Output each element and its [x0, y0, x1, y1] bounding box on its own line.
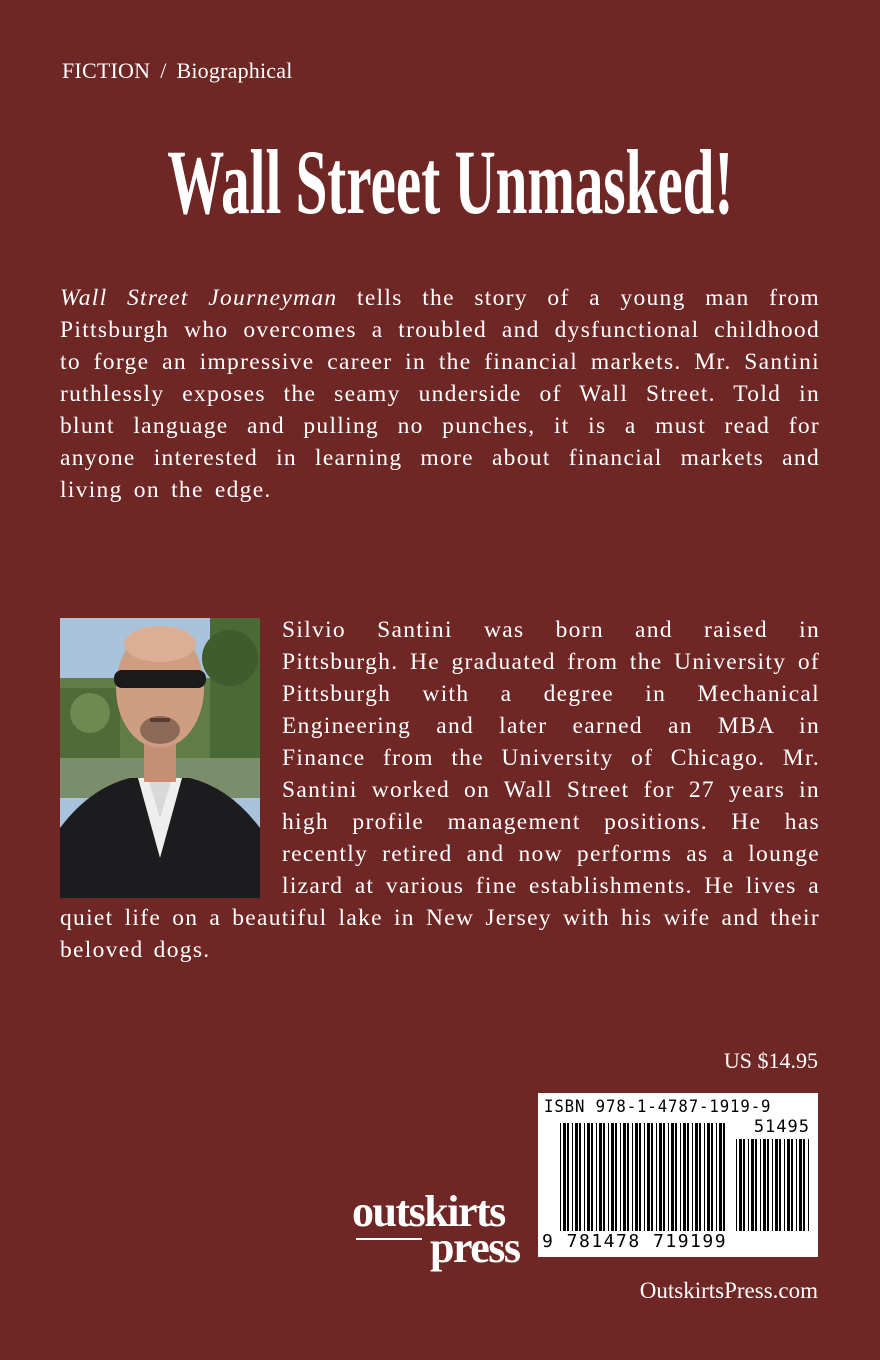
barcode-bar — [743, 1139, 745, 1231]
barcode-bar — [763, 1139, 766, 1231]
blurb-book-title: Wall Street Journeyman — [60, 285, 338, 311]
barcode-bar — [584, 1123, 585, 1231]
barcode-bar — [656, 1123, 657, 1231]
barcode-bar — [707, 1123, 710, 1231]
barcode-bar — [791, 1139, 793, 1231]
barcode-bar — [716, 1123, 717, 1231]
barcode-bar — [680, 1123, 681, 1231]
barcode-bar — [772, 1139, 773, 1231]
logo-line1: outskirts — [352, 1187, 505, 1236]
barcode-digits: 9 781478 719199 — [542, 1231, 728, 1252]
barcode-bar — [623, 1123, 626, 1231]
barcode-bar — [567, 1123, 569, 1231]
barcode-bar — [587, 1123, 590, 1231]
category-label — [62, 58, 293, 84]
barcode-bar — [603, 1123, 605, 1231]
barcode-bar — [611, 1123, 614, 1231]
barcode-bar — [575, 1123, 578, 1231]
barcode-bar — [663, 1123, 665, 1231]
barcode-bar — [739, 1139, 742, 1231]
barcode-bar — [767, 1139, 769, 1231]
barcode-bar — [687, 1123, 689, 1231]
logo-line2: press — [430, 1223, 520, 1272]
barcode-bar — [799, 1139, 802, 1231]
barcode-bar — [755, 1139, 757, 1231]
barcode-bar — [808, 1139, 809, 1231]
barcode-bar — [572, 1123, 573, 1231]
author-section — [60, 614, 820, 966]
barcode-bar — [563, 1123, 566, 1231]
barcode-bar — [775, 1139, 778, 1231]
publisher-logo — [352, 1187, 524, 1274]
barcode-bar — [675, 1123, 677, 1231]
author-photo — [60, 618, 260, 898]
barcode-bar — [615, 1123, 617, 1231]
barcode-bar — [723, 1123, 725, 1231]
barcode-bar — [784, 1139, 785, 1231]
barcode-bar — [632, 1123, 633, 1231]
price-label: US $14.95 — [723, 1048, 818, 1073]
barcode-bar — [803, 1139, 805, 1231]
barcode-bar — [736, 1139, 737, 1231]
barcode-bar — [704, 1123, 705, 1231]
barcode-bars — [560, 1123, 730, 1231]
author-bio: Silvio Santini was born and raised in Pittsburgh. He graduated from the University of Pittsburgh with a degree in Mechanical Engineering and later earned an MBA in Finance from the University of Chicago. Mr. Santini worked on Wall Street for 27 years in high profile management positions. He has recently retired and now performs as a lounge lizard at various fine establishments. He lives a quiet life on a beautiful lake in New Jersey with his wife and their beloved dogs. — [60, 617, 820, 963]
barcode-bar — [695, 1123, 698, 1231]
barcode-bar — [668, 1123, 669, 1231]
barcode-bar — [639, 1123, 641, 1231]
isbn-barcode — [538, 1093, 818, 1257]
barcode-bar — [620, 1123, 621, 1231]
barcode-bar — [751, 1139, 754, 1231]
barcode-bar — [560, 1123, 561, 1231]
genre: FICTION — [62, 58, 151, 83]
barcode-bar — [692, 1123, 693, 1231]
logo-rule — [356, 1238, 422, 1240]
barcode-bar — [647, 1123, 650, 1231]
barcode-bar — [608, 1123, 609, 1231]
barcode-bar — [579, 1123, 581, 1231]
barcode-bar — [683, 1123, 686, 1231]
blurb-text: tells the story of a young man from Pittsburgh who overcomes a troubled and dysfunctional childhood to forge an impressive career in the financial markets. Mr. Santini ruthlessly exposes the seamy underside of Wall Street. Told in blunt language and pulling no punches, it is a must read for anyone interested in learning more about financial markets and living on the edge. — [60, 285, 820, 503]
barcode-bar — [599, 1123, 602, 1231]
barcode-bar — [659, 1123, 662, 1231]
barcode-bar — [596, 1123, 597, 1231]
subgenre: Biographical — [176, 58, 293, 83]
barcode-bar — [591, 1123, 593, 1231]
barcode-bar — [719, 1123, 722, 1231]
barcode-bar — [644, 1123, 645, 1231]
barcode-bar — [796, 1139, 797, 1231]
price-code: 51495 — [753, 1117, 810, 1137]
barcode-bar — [627, 1123, 629, 1231]
barcode-bar — [711, 1123, 713, 1231]
barcode-bar — [760, 1139, 761, 1231]
barcode-bar — [651, 1123, 653, 1231]
barcode-bar — [699, 1123, 701, 1231]
barcode-bar — [779, 1139, 781, 1231]
barcode-bar — [748, 1139, 749, 1231]
cover-title: Wall Street Unmasked! — [167, 131, 734, 233]
barcode-bar — [787, 1139, 790, 1231]
barcode-bar — [635, 1123, 638, 1231]
isbn-text: ISBN 978-1-4787-1919-9 — [544, 1097, 772, 1117]
publisher-website: OutskirtsPress.com — [639, 1278, 818, 1303]
book-blurb — [60, 282, 820, 506]
category-separator: / — [160, 58, 167, 83]
barcode-bar — [671, 1123, 674, 1231]
addon-barcode-bars — [736, 1139, 812, 1231]
